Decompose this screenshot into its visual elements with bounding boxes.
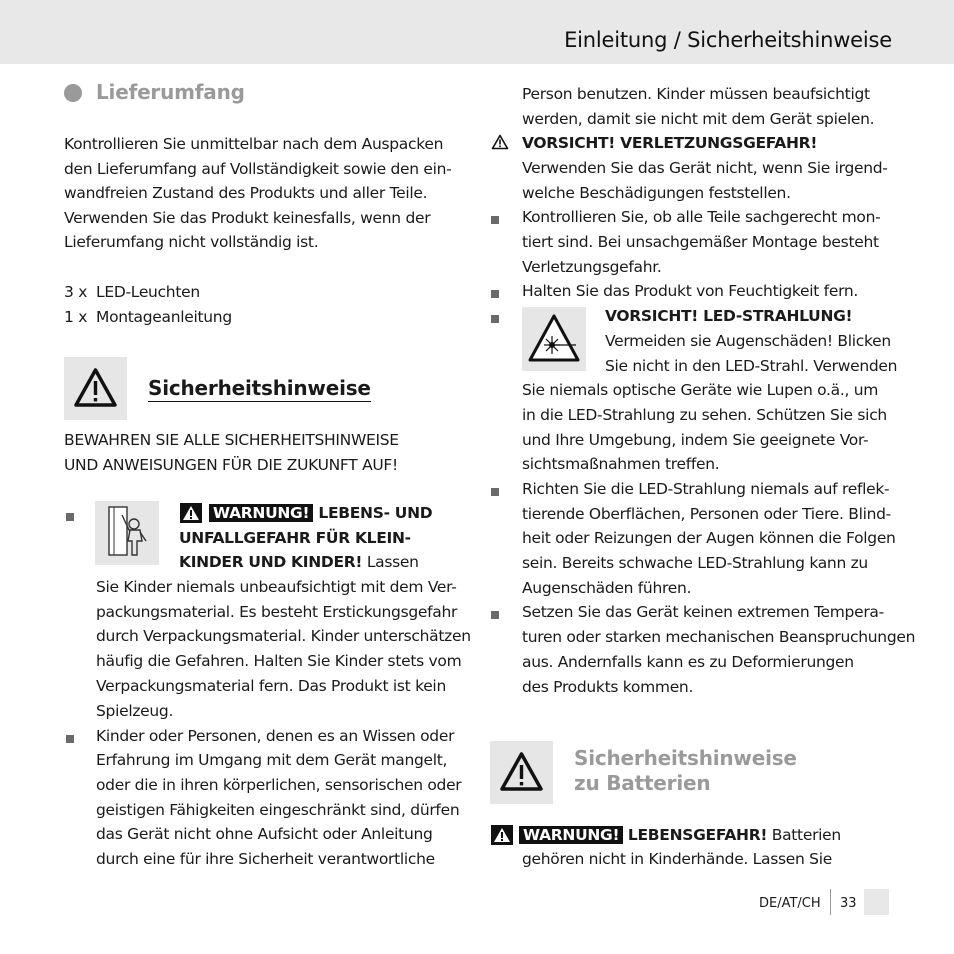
text-line: Setzen Sie das Gerät keinen extremen Tempera- <box>522 603 884 621</box>
footer-country: DE/AT/CH <box>759 896 821 911</box>
warning-line-1 <box>209 501 432 526</box>
warning-triangle-icon <box>490 741 553 804</box>
bullet-icon <box>491 290 499 298</box>
text-line: Verpackungsmaterial fern. Das Produkt ist kein <box>96 677 446 695</box>
text-line: Erfahrung im Umgang mit dem Gerät mangelt, <box>96 751 448 769</box>
text-line: Vermeiden sie Augenschäden! Blicken <box>605 332 891 350</box>
text-line: Kinder oder Personen, denen es an Wissen oder <box>96 727 455 745</box>
page-number: 33 <box>840 896 857 911</box>
text-line: welche Beschädigungen feststellen. <box>522 184 791 202</box>
keep-instructions-line: UND ANWEISUNGEN FÜR DIE ZUKUNFT AUF! <box>64 456 398 474</box>
text-line: Lieferumfang nicht vollständig ist. <box>64 233 319 251</box>
battery-warning-line <box>519 823 841 848</box>
text-line: Kontrollieren Sie, ob alle Teile sachgerecht mon- <box>522 208 881 226</box>
text-line: Verletzungsgefahr. <box>522 258 662 276</box>
warning-text: LEBENS- UND <box>318 504 433 522</box>
text-line: sein. Bereits schwache LED-Strahlung kann zu <box>522 554 868 572</box>
keep-instructions-line: BEWAHREN SIE ALLE SICHERHEITSHINWEISE <box>64 431 399 449</box>
text-line: wandfreien Zustand des Produkts und aller Teile. <box>64 184 428 202</box>
warning-icon-box <box>64 357 127 420</box>
text-line: Sie niemals optische Geräte wie Lupen o.ä., um <box>522 381 879 399</box>
text-line: Person benutzen. Kinder müssen beaufsichtigt <box>522 85 870 103</box>
text-line: Verwenden Sie das Produkt keinesfalls, wenn der <box>64 209 431 227</box>
text-line: Verwenden Sie das Gerät nicht, wenn Sie irgend- <box>522 159 888 177</box>
text-line: häufig die Gefahren. Halten Sie Kinder stets vom <box>96 652 462 670</box>
warning-line-3 <box>179 550 419 575</box>
text-line: werden, damit sie nicht mit dem Gerät spielen. <box>522 110 875 128</box>
text-line: Augenschäden führen. <box>522 579 692 597</box>
warning-badge: WARNUNG! <box>209 504 313 522</box>
text-line: den Lieferumfang auf Vollständigkeit sowie den ein- <box>64 160 452 178</box>
laser-warning-box <box>522 307 586 371</box>
footer-divider <box>830 889 831 915</box>
section-dot-icon <box>64 84 82 102</box>
text-line: das Gerät nicht ohne Aufsicht oder Anleitung <box>96 825 433 843</box>
warning-text: Lassen <box>366 553 419 571</box>
battery-warning-box <box>490 741 553 804</box>
text-line: Kontrollieren Sie unmittelbar nach dem Auspacken <box>64 135 444 153</box>
item-name: LED-Leuchten <box>96 283 200 301</box>
battery-heading-line2: zu Batterien <box>574 771 711 795</box>
caution-title: VORSICHT! VERLETZUNGSGEFAHR! <box>522 134 818 152</box>
text-line: Richten Sie die LED-Strahlung niemals auf reflek- <box>522 480 890 498</box>
laser-radiation-icon <box>522 307 586 371</box>
bullet-icon <box>491 488 499 496</box>
warning-triangle-icon <box>64 357 127 420</box>
text-line: oder die in ihren körperlichen, sensorischen oder <box>96 776 462 794</box>
text-line: geistigen Fähigkeiten eingeschränkt sind, dürfen <box>96 801 460 819</box>
text-line: tierende Oberflächen, Personen oder Tiere. Blind- <box>522 505 891 523</box>
warning-line-2: UNFALLGEFAHR FÜR KLEIN- <box>179 529 411 547</box>
warning-text: LEBENSGEFAHR! <box>627 826 768 844</box>
text-line: heit oder Reizungen der Augen können die Folgen <box>522 529 896 547</box>
children-pictogram-box <box>95 501 159 565</box>
bullet-icon <box>491 216 499 224</box>
item-qty: 1 x <box>64 308 88 326</box>
bullet-icon <box>491 611 499 619</box>
text-line: in die LED-Strahlung zu sehen. Schützen Sie sich <box>522 406 887 424</box>
lieferumfang-heading: Lieferumfang <box>96 80 245 104</box>
text-line: packungsmaterial. Es besteht Erstickungsgefahr <box>96 603 458 621</box>
warning-small-icon <box>491 825 513 849</box>
bullet-icon <box>66 735 74 743</box>
text-line: aus. Andernfalls kann es zu Deformierungen <box>522 653 854 671</box>
item-name: Montageanleitung <box>96 308 232 326</box>
footer-gray-box <box>864 889 889 915</box>
page-title: Einleitung / Sicherheitshinweise <box>564 28 892 52</box>
text-line: und Ihre Umgebung, indem Sie geeignete Vor- <box>522 431 869 449</box>
warning-text: KINDER UND KINDER! <box>179 553 363 571</box>
child-with-bag-icon <box>95 501 159 565</box>
bullet-icon <box>491 315 499 323</box>
bullet-icon <box>66 513 74 521</box>
text-line: des Produkts kommen. <box>522 678 694 696</box>
led-caution-title: VORSICHT! LED-STRAHLUNG! <box>605 307 853 325</box>
warning-badge: WARNUNG! <box>519 826 623 844</box>
text-line: durch eine für ihre Sicherheit verantwortliche <box>96 850 435 868</box>
caution-triangle-icon <box>491 134 509 154</box>
text-line: tiert sind. Bei unsachgemäßer Montage besteht <box>522 233 879 251</box>
text-line: turen oder starken mechanischen Beanspruchungen <box>522 628 916 646</box>
text-line: Sie Kinder niemals unbeaufsichtigt mit dem Ver- <box>96 578 457 596</box>
text-line: Sie nicht in den LED-Strahl. Verwenden <box>605 357 898 375</box>
warning-small-icon <box>180 503 202 527</box>
battery-heading-line1: Sicherheitshinweise <box>574 746 797 770</box>
text-line: sichtsmaßnahmen treffen. <box>522 455 720 473</box>
item-qty: 3 x <box>64 283 88 301</box>
text-line: gehören nicht in Kinderhände. Lassen Sie <box>522 850 832 868</box>
sicherheitshinweise-heading: Sicherheitshinweise <box>148 376 371 400</box>
text-line: Spielzeug. <box>96 702 174 720</box>
text-line: Halten Sie das Produkt von Feuchtigkeit fern. <box>522 282 859 300</box>
text-line: durch Verpackungsmaterial. Kinder unterschätzen <box>96 627 471 645</box>
warning-text: Batterien <box>771 826 841 844</box>
